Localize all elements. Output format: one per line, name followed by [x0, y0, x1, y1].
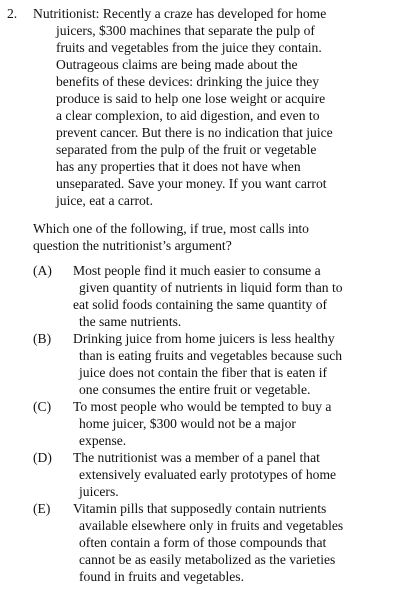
choice-line: home juicer, $300 would not be a major [79, 416, 296, 432]
choice-c-letter: (C) [33, 399, 52, 414]
choice-c [73, 398, 403, 449]
choice-line: Vitamin pills that supposedly contain nutrients [73, 501, 327, 516]
choice-line: extensively evaluated early prototypes of home [79, 467, 337, 483]
stem-line: juicers, $300 machines that separate the pulp of [56, 23, 315, 38]
stem-line: prevent cancer. But there is no indication that juice [56, 125, 333, 140]
question-number: 2. [7, 6, 18, 21]
choice-d-letter: (D) [33, 450, 52, 465]
choice-b [73, 330, 403, 398]
choice-line: expense. [79, 433, 127, 449]
prompt-line: question the nutritionist’s argument? [33, 238, 232, 254]
choice-line: cannot be as easily metabolized as the varieties [79, 552, 336, 568]
stem-line: Nutritionist: Recently a craze has developed for home [33, 6, 327, 21]
choice-line: given quantity of nutrients in liquid form than to [79, 280, 343, 296]
choice-line: Most people find it much easier to consume a [73, 263, 321, 278]
choice-a-letter: (A) [33, 263, 52, 278]
stem-line: juice, eat a carrot. [56, 193, 153, 208]
choice-e [73, 500, 403, 585]
stem-line: a clear complexion, to aid digestion, and even to [56, 108, 320, 123]
stem-line: separated from the pulp of the fruit or vegetable [56, 142, 317, 157]
choice-line: than is eating fruits and vegetables because such [79, 348, 343, 364]
choice-line: eat solid foods containing the same quantity of [73, 297, 328, 313]
choice-line: found in fruits and vegetables. [79, 569, 244, 585]
stem-line: has any properties that it does not have when [56, 159, 301, 174]
prompt-line: Which one of the following, if true, most calls into [33, 221, 309, 236]
question-prompt [33, 220, 403, 254]
choice-line: one consumes the entire fruit or vegetable. [79, 382, 311, 398]
stem-line: benefits of these devices: drinking the juice they [56, 74, 320, 89]
stem-line: unseparated. Save your money. If you want carrot [56, 176, 327, 191]
choice-line: available elsewhere only in fruits and vegetables [79, 518, 344, 534]
choice-line: the same nutrients. [79, 314, 182, 330]
choice-a [73, 262, 403, 330]
choice-line: juice does not contain the fiber that is eaten if [79, 365, 327, 381]
choice-d [73, 449, 403, 500]
choice-e-letter: (E) [33, 501, 51, 516]
choice-line: often contain a form of those compounds that [79, 535, 327, 551]
choice-b-letter: (B) [33, 331, 52, 346]
choice-line: juicers. [79, 484, 119, 500]
stem-line: fruits and vegetables from the juice they contain. [56, 40, 322, 55]
choice-line: Drinking juice from home juicers is less healthy [73, 331, 335, 346]
choice-line: To most people who would be tempted to buy a [73, 399, 332, 414]
stem-line: Outrageous claims are being made about the [56, 57, 298, 72]
stem-line: produce is said to help one lose weight or acquire [56, 91, 326, 106]
choice-line: The nutritionist was a member of a panel that [73, 450, 320, 465]
